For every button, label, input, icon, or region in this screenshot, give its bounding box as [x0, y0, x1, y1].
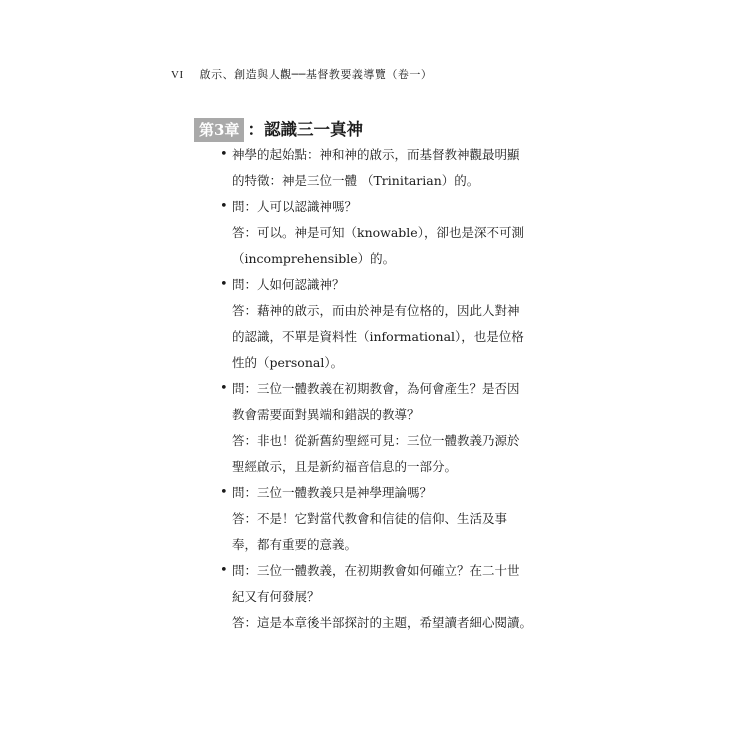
list-item: [220, 142, 545, 194]
chapter-title: ：認識三一真神: [247, 120, 363, 139]
answer-line: 答：非也！從新舊約聖經可見：三位一體教義乃源於: [232, 433, 520, 448]
answer-line: 答：這是本章後半部探討的主題，希望讀者細心閱讀。: [232, 615, 533, 630]
answer-line: （incomprehensible）的。: [232, 251, 396, 266]
book-title: 啟示、創造與人觀──基督教要義導覽（卷一）: [199, 68, 433, 81]
answer-line: 答：可以。神是可知（knowable），卻也是深不可測: [232, 225, 524, 240]
list-item: [220, 480, 545, 558]
bullet-icon: •: [220, 199, 228, 214]
question-line: 問：三位一體教義只是神學理論嗎？: [232, 485, 433, 500]
text-line: 神學的起始點：神和神的啟示，而基督教神觀最明顯: [232, 147, 520, 162]
question-line: 問：三位一體教義，在初期教會如何確立？在二十世: [232, 563, 520, 578]
answer-line: 性的（personal）。: [232, 355, 344, 370]
answer-line: 奉，都有重要的意義。: [232, 537, 358, 552]
list-item: [220, 376, 545, 480]
chapter-number-badge: 第3章: [194, 118, 244, 142]
answer-line: 答：不是！它對當代教會和信徒的信仰、生活及事: [232, 511, 508, 526]
answer-line: 聖經啟示，且是新約福音信息的一部分。: [232, 459, 458, 474]
page-number: VI: [171, 69, 184, 81]
bullet-icon: •: [220, 563, 228, 578]
bullet-list: [220, 142, 545, 636]
running-header: [171, 66, 432, 82]
bullet-icon: •: [220, 485, 228, 500]
list-item: [220, 272, 545, 376]
bullet-icon: •: [220, 277, 228, 292]
text-line: 的特徵：神是三位一體 （Trinitarian）的。: [232, 173, 480, 188]
bullet-icon: •: [220, 147, 228, 162]
answer-line: 答：藉神的啟示，而由於神是有位格的，因此人對神: [232, 303, 520, 318]
answer-line: 的認識，不單是資料性（informational），也是位格: [232, 329, 524, 344]
question-line: 問：人如何認識神？: [232, 277, 345, 292]
list-item: [220, 194, 545, 272]
list-item: [220, 558, 545, 636]
question-line: 問：人可以認識神嗎？: [232, 199, 358, 214]
question-line: 教會需要面對異端和錯誤的教導？: [232, 407, 420, 422]
bullet-icon: •: [220, 381, 228, 396]
chapter-heading: [194, 118, 363, 142]
question-line: 問：三位一體教義在初期教會，為何會產生？是否因: [232, 381, 520, 396]
question-line: 紀又有何發展？: [232, 589, 320, 604]
